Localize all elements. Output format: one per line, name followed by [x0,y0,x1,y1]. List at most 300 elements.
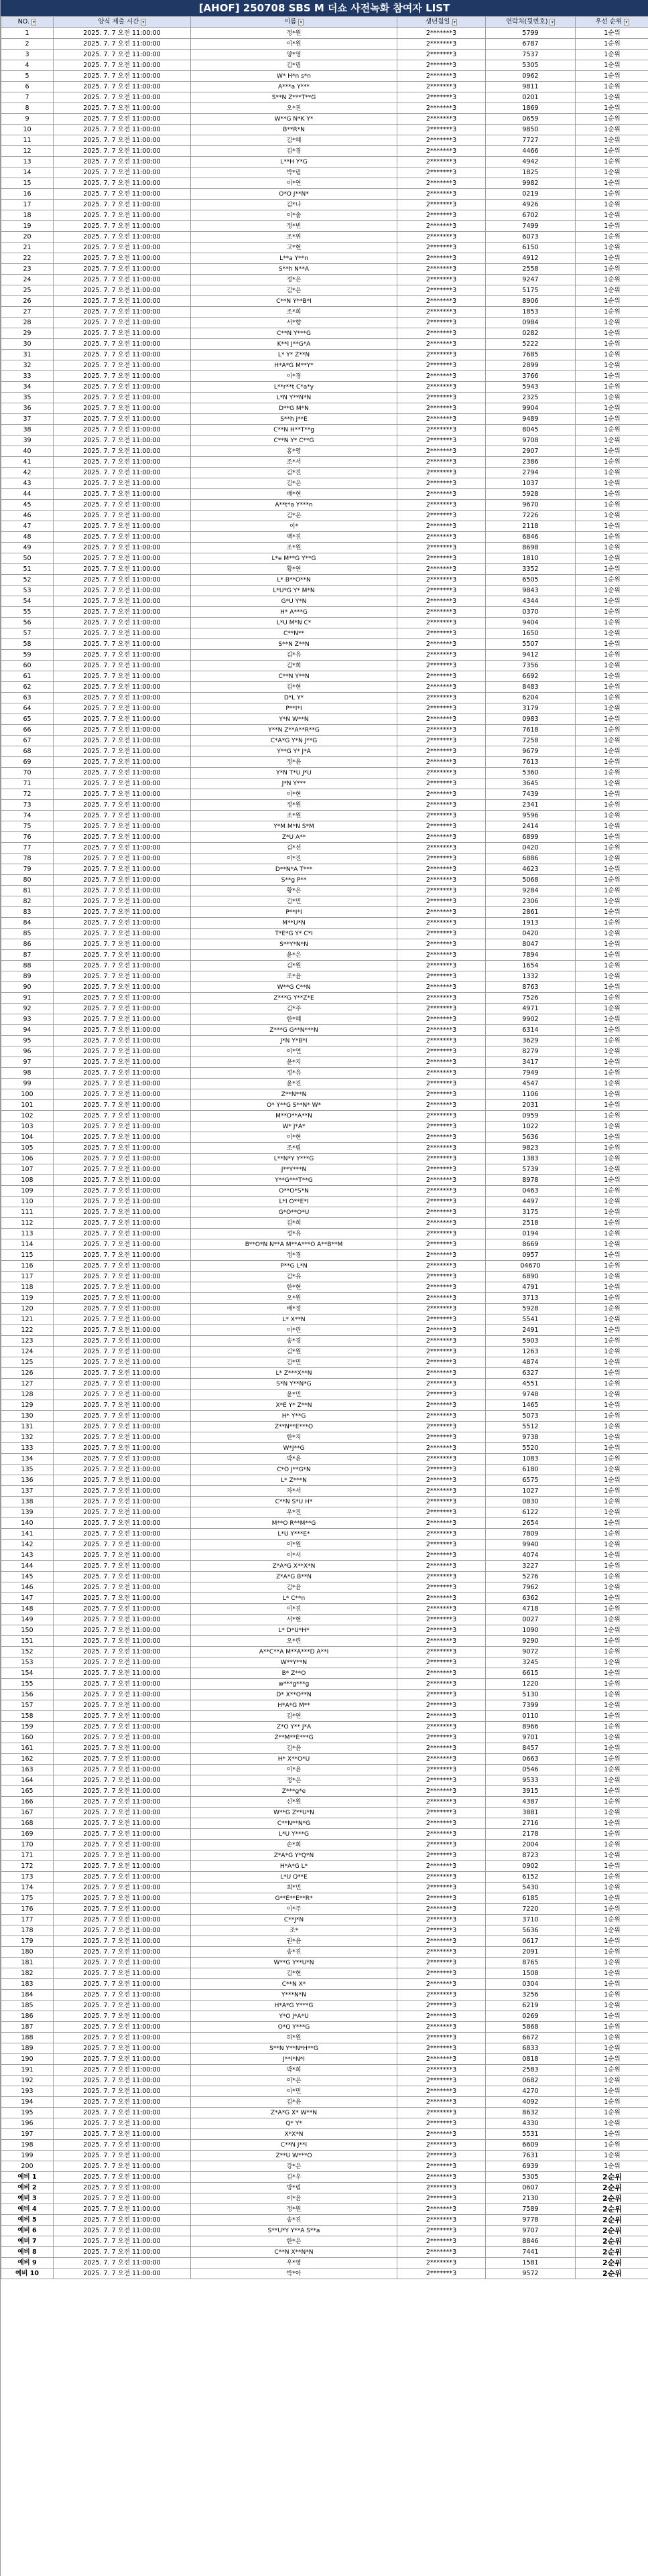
cell-name[interactable]: Y**G Y* J*A [191,746,397,757]
cell-birth[interactable]: 2*******3 [397,1293,486,1304]
cell-name[interactable]: Z**U W***O [191,2151,397,2161]
cell-rank[interactable]: 1순위 [576,1690,648,1700]
cell-rank[interactable]: 1순위 [576,39,648,50]
cell-rank[interactable]: 1순위 [576,1411,648,1422]
cell-phone[interactable]: 6180 [486,1465,576,1475]
cell-birth[interactable]: 2*******3 [397,2043,486,2054]
cell-phone[interactable]: 0902 [486,1861,576,1872]
cell-no[interactable]: 48 [1,532,54,543]
cell-time[interactable]: 2025. 7. 7 오전 11:00:00 [54,2258,191,2268]
cell-no[interactable]: 26 [1,296,54,307]
cell-time[interactable]: 2025. 7. 7 오전 11:00:00 [54,2183,191,2193]
cell-no[interactable]: 94 [1,1025,54,1036]
cell-phone[interactable]: 9404 [486,618,576,628]
cell-time[interactable]: 2025. 7. 7 오전 11:00:00 [54,125,191,135]
cell-birth[interactable]: 2*******3 [397,1968,486,1979]
cell-time[interactable]: 2025. 7. 7 오전 11:00:00 [54,1400,191,1411]
cell-no[interactable]: 107 [1,1164,54,1175]
cell-rank[interactable]: 1순위 [576,918,648,929]
cell-no[interactable]: 132 [1,1432,54,1443]
cell-phone[interactable]: 7631 [486,2151,576,2161]
cell-rank[interactable]: 1순위 [576,1958,648,1968]
cell-rank[interactable]: 1순위 [576,1915,648,1925]
cell-name[interactable]: 신*원 [191,1797,397,1808]
cell-phone[interactable]: 9533 [486,1775,576,1786]
cell-birth[interactable]: 2*******3 [397,1443,486,1454]
cell-rank[interactable]: 1순위 [576,800,648,811]
cell-phone[interactable]: 1332 [486,971,576,982]
cell-name[interactable]: X*E Y* Z**N [191,1400,397,1411]
cell-name[interactable]: 김*우 [191,2172,397,2183]
cell-rank[interactable]: 1순위 [576,703,648,714]
cell-name[interactable]: 이* [191,521,397,532]
cell-time[interactable]: 2025. 7. 7 오전 11:00:00 [54,1540,191,1550]
cell-time[interactable]: 2025. 7. 7 오전 11:00:00 [54,1518,191,1529]
cell-birth[interactable]: 2*******3 [397,318,486,328]
cell-name[interactable]: 조* [191,1925,397,1936]
cell-no[interactable]: 4 [1,60,54,71]
cell-name[interactable]: 황*연 [191,564,397,575]
cell-birth[interactable]: 2*******3 [397,1207,486,1218]
cell-no[interactable]: 104 [1,1132,54,1143]
cell-time[interactable]: 2025. 7. 7 오전 11:00:00 [54,1004,191,1014]
cell-phone[interactable]: 8763 [486,982,576,993]
cell-rank[interactable]: 1순위 [576,1668,648,1679]
cell-birth[interactable]: 2*******3 [397,746,486,757]
cell-time[interactable]: 2025. 7. 7 오전 11:00:00 [54,661,191,671]
cell-phone[interactable]: 7727 [486,135,576,146]
cell-birth[interactable]: 2*******3 [397,993,486,1004]
cell-rank[interactable]: 1순위 [576,1936,648,1947]
cell-no[interactable]: 179 [1,1936,54,1947]
cell-time[interactable]: 2025. 7. 7 오전 11:00:00 [54,457,191,468]
cell-time[interactable]: 2025. 7. 7 오전 11:00:00 [54,1775,191,1786]
cell-phone[interactable]: 1263 [486,1347,576,1357]
cell-no[interactable]: 82 [1,896,54,907]
cell-time[interactable]: 2025. 7. 7 오전 11:00:00 [54,2108,191,2118]
cell-birth[interactable]: 2*******3 [397,553,486,564]
cell-name[interactable]: L*I O**E*I [191,1197,397,1207]
cell-phone[interactable]: 9940 [486,1540,576,1550]
cell-no[interactable]: 126 [1,1368,54,1379]
cell-rank[interactable]: 1순위 [576,1572,648,1582]
cell-name[interactable]: S**h N**A [191,264,397,275]
cell-time[interactable]: 2025. 7. 7 오전 11:00:00 [54,1111,191,1122]
cell-name[interactable]: C**N X* [191,1979,397,1990]
cell-phone[interactable]: 2583 [486,2065,576,2076]
cell-time[interactable]: 2025. 7. 7 오전 11:00:00 [54,189,191,200]
cell-phone[interactable]: 9778 [486,2215,576,2226]
cell-birth[interactable]: 2*******3 [397,1164,486,1175]
cell-no[interactable]: 10 [1,125,54,135]
cell-time[interactable]: 2025. 7. 7 오전 11:00:00 [54,1808,191,1818]
cell-time[interactable]: 2025. 7. 7 오전 11:00:00 [54,1497,191,1507]
cell-no[interactable]: 43 [1,478,54,489]
cell-birth[interactable]: 2*******3 [397,1229,486,1239]
cell-name[interactable]: 윤*민 [191,1389,397,1400]
cell-name[interactable]: 정*유 [191,1068,397,1079]
cell-phone[interactable]: 3915 [486,1786,576,1797]
cell-rank[interactable]: 1순위 [576,1657,648,1668]
cell-phone[interactable]: 0420 [486,929,576,939]
cell-time[interactable]: 2025. 7. 7 오전 11:00:00 [54,1025,191,1036]
cell-no[interactable]: 33 [1,371,54,382]
cell-no[interactable]: 87 [1,950,54,961]
cell-name[interactable]: 이*윤 [191,2193,397,2204]
cell-birth[interactable]: 2*******3 [397,800,486,811]
cell-birth[interactable]: 2*******3 [397,2054,486,2065]
cell-rank[interactable]: 1순위 [576,1636,648,1647]
cell-name[interactable]: Z*A*G B**N [191,1572,397,1582]
cell-rank[interactable]: 1순위 [576,929,648,939]
cell-phone[interactable]: 8723 [486,1850,576,1861]
cell-no[interactable]: 31 [1,350,54,360]
cell-rank[interactable]: 1순위 [576,1968,648,1979]
cell-time[interactable]: 2025. 7. 7 오전 11:00:00 [54,1668,191,1679]
cell-birth[interactable]: 2*******3 [397,725,486,736]
cell-phone[interactable]: 9572 [486,2268,576,2279]
cell-birth[interactable]: 2*******3 [397,961,486,971]
cell-phone[interactable]: 3256 [486,1990,576,2001]
cell-name[interactable]: Z*A*G X**X*N [191,1561,397,1572]
cell-no[interactable]: 60 [1,661,54,671]
cell-rank[interactable]: 1순위 [576,1122,648,1132]
cell-phone[interactable]: 5222 [486,339,576,350]
cell-no[interactable]: 52 [1,575,54,586]
cell-name[interactable]: 김*경 [191,146,397,157]
cell-time[interactable]: 2025. 7. 7 오전 11:00:00 [54,146,191,157]
cell-rank[interactable]: 1순위 [576,1711,648,1722]
cell-time[interactable]: 2025. 7. 7 오전 11:00:00 [54,1272,191,1282]
cell-rank[interactable]: 1순위 [576,714,648,725]
cell-phone[interactable]: 2899 [486,360,576,371]
cell-birth[interactable]: 2*******3 [397,982,486,993]
cell-no[interactable]: 145 [1,1572,54,1582]
cell-phone[interactable]: 4942 [486,157,576,167]
cell-phone[interactable]: 5531 [486,2129,576,2140]
cell-birth[interactable]: 2*******3 [397,221,486,232]
cell-rank[interactable]: 1순위 [576,382,648,393]
cell-birth[interactable]: 2*******3 [397,661,486,671]
cell-name[interactable]: L**r**t C*a*y [191,382,397,393]
cell-name[interactable]: 정*윤 [191,757,397,768]
cell-name[interactable]: 방*림 [191,2183,397,2193]
cell-no[interactable]: 69 [1,757,54,768]
cell-no[interactable]: 177 [1,1915,54,1925]
cell-birth[interactable]: 2*******3 [397,1432,486,1443]
cell-birth[interactable]: 2*******3 [397,1915,486,1925]
cell-name[interactable]: 김*혜 [191,135,397,146]
cell-no[interactable]: 188 [1,2033,54,2043]
cell-phone[interactable]: 1465 [486,1400,576,1411]
cell-no[interactable]: 75 [1,821,54,832]
cell-phone[interactable]: 6702 [486,210,576,221]
cell-rank[interactable]: 1순위 [576,82,648,92]
cell-no[interactable]: 44 [1,489,54,500]
cell-rank[interactable]: 1순위 [576,243,648,253]
cell-time[interactable]: 2025. 7. 7 오전 11:00:00 [54,1207,191,1218]
cell-phone[interactable]: 7589 [486,2204,576,2215]
cell-rank[interactable]: 1순위 [576,2001,648,2011]
cell-no[interactable]: 123 [1,1336,54,1347]
cell-name[interactable]: 조*서 [191,457,397,468]
cell-name[interactable]: 홍*영 [191,446,397,457]
cell-time[interactable]: 2025. 7. 7 오전 11:00:00 [54,1443,191,1454]
cell-phone[interactable]: 3417 [486,1057,576,1068]
cell-time[interactable]: 2025. 7. 7 오전 11:00:00 [54,800,191,811]
cell-birth[interactable]: 2*******3 [397,2076,486,2086]
cell-rank[interactable]: 1순위 [576,478,648,489]
cell-time[interactable]: 2025. 7. 7 오전 11:00:00 [54,575,191,586]
cell-name[interactable]: 김*민 [191,1357,397,1368]
cell-birth[interactable]: 2*******3 [397,500,486,511]
cell-phone[interactable]: 1853 [486,307,576,318]
cell-birth[interactable]: 2*******3 [397,1925,486,1936]
cell-phone[interactable]: 0959 [486,1111,576,1122]
cell-name[interactable]: 조*희 [191,307,397,318]
cell-time[interactable]: 2025. 7. 7 오전 11:00:00 [54,1861,191,1872]
cell-phone[interactable]: 4926 [486,200,576,210]
cell-rank[interactable]: 1순위 [576,1014,648,1025]
cell-phone[interactable]: 8906 [486,296,576,307]
cell-rank[interactable]: 1순위 [576,1700,648,1711]
cell-birth[interactable]: 2*******3 [397,1347,486,1357]
cell-no[interactable]: 29 [1,328,54,339]
cell-time[interactable]: 2025. 7. 7 오전 11:00:00 [54,1465,191,1475]
cell-name[interactable]: 서*향 [191,318,397,328]
cell-birth[interactable]: 2*******3 [397,971,486,982]
cell-no[interactable]: 예비 9 [1,2258,54,2268]
cell-rank[interactable]: 1순위 [576,307,648,318]
cell-phone[interactable]: 2414 [486,821,576,832]
cell-no[interactable]: 156 [1,1690,54,1700]
cell-no[interactable]: 27 [1,307,54,318]
cell-no[interactable]: 56 [1,618,54,628]
cell-time[interactable]: 2025. 7. 7 오전 11:00:00 [54,296,191,307]
cell-rank[interactable]: 1순위 [576,843,648,854]
cell-name[interactable]: Y*M M*N S*M [191,821,397,832]
cell-time[interactable]: 2025. 7. 7 오전 11:00:00 [54,478,191,489]
cell-no[interactable]: 예비 2 [1,2183,54,2193]
cell-no[interactable]: 예비 5 [1,2215,54,2226]
cell-no[interactable]: 176 [1,1904,54,1915]
cell-no[interactable]: 134 [1,1454,54,1465]
cell-no[interactable]: 147 [1,1593,54,1604]
cell-time[interactable]: 2025. 7. 7 오전 11:00:00 [54,553,191,564]
cell-rank[interactable]: 1순위 [576,1754,648,1765]
cell-birth[interactable]: 2*******3 [397,1057,486,1068]
cell-birth[interactable]: 2*******3 [397,1218,486,1229]
cell-birth[interactable]: 2*******3 [397,532,486,543]
cell-phone[interactable]: 4874 [486,1357,576,1368]
cell-birth[interactable]: 2*******3 [397,435,486,446]
cell-no[interactable]: 136 [1,1475,54,1486]
cell-birth[interactable]: 2*******3 [397,1700,486,1711]
cell-rank[interactable]: 1순위 [576,71,648,82]
cell-rank[interactable]: 1순위 [576,1379,648,1389]
cell-time[interactable]: 2025. 7. 7 오전 11:00:00 [54,2172,191,2183]
cell-no[interactable]: 15 [1,178,54,189]
cell-name[interactable]: 김*현 [191,682,397,693]
cell-rank[interactable]: 1순위 [576,1883,648,1893]
cell-rank[interactable]: 1순위 [576,296,648,307]
cell-time[interactable]: 2025. 7. 7 오전 11:00:00 [54,1486,191,1497]
cell-name[interactable]: W**Y**N [191,1657,397,1668]
cell-name[interactable]: 이*현 [191,1132,397,1143]
cell-birth[interactable]: 2*******3 [397,1025,486,1036]
col-header-phone[interactable]: 연락처(뒷번호) ▾ [486,17,576,28]
cell-no[interactable]: 99 [1,1079,54,1089]
cell-birth[interactable]: 2*******3 [397,1529,486,1540]
cell-name[interactable]: 정*유 [191,1229,397,1239]
cell-birth[interactable]: 2*******3 [397,2215,486,2226]
cell-time[interactable]: 2025. 7. 7 오전 11:00:00 [54,768,191,778]
cell-time[interactable]: 2025. 7. 7 오전 11:00:00 [54,725,191,736]
cell-birth[interactable]: 2*******3 [397,1122,486,1132]
cell-time[interactable]: 2025. 7. 7 오전 11:00:00 [54,1336,191,1347]
cell-name[interactable]: B**O*N N**A M**A***O A**B**M [191,1239,397,1250]
cell-no[interactable]: 150 [1,1625,54,1636]
cell-name[interactable]: S*N Y**N*G [191,1379,397,1389]
cell-phone[interactable]: 5068 [486,875,576,886]
cell-phone[interactable]: 4330 [486,2118,576,2129]
cell-rank[interactable]: 1순위 [576,253,648,264]
cell-no[interactable]: 130 [1,1411,54,1422]
cell-time[interactable]: 2025. 7. 7 오전 11:00:00 [54,1154,191,1164]
cell-rank[interactable]: 1순위 [576,575,648,586]
cell-birth[interactable]: 2*******3 [397,393,486,403]
cell-name[interactable]: 권*윤 [191,1936,397,1947]
cell-no[interactable]: 70 [1,768,54,778]
cell-name[interactable]: 김*윤 [191,2097,397,2108]
cell-rank[interactable]: 1순위 [576,586,648,596]
cell-time[interactable]: 2025. 7. 7 오전 11:00:00 [54,167,191,178]
cell-phone[interactable]: 3227 [486,1561,576,1572]
cell-time[interactable]: 2025. 7. 7 오전 11:00:00 [54,2268,191,2279]
cell-no[interactable]: 예비 4 [1,2204,54,2215]
cell-birth[interactable]: 2*******3 [397,307,486,318]
cell-rank[interactable]: 1순위 [576,532,648,543]
cell-name[interactable]: B* Z**O [191,1668,397,1679]
cell-no[interactable]: 71 [1,778,54,789]
cell-birth[interactable]: 2*******3 [397,1668,486,1679]
cell-time[interactable]: 2025. 7. 7 오전 11:00:00 [54,682,191,693]
cell-name[interactable]: Y**N Z**A**R**G [191,725,397,736]
cell-no[interactable]: 158 [1,1711,54,1722]
cell-phone[interactable]: 2861 [486,907,576,918]
cell-birth[interactable]: 2*******3 [397,1111,486,1122]
cell-phone[interactable]: 7618 [486,725,576,736]
cell-name[interactable]: w***g***g [191,1679,397,1690]
cell-phone[interactable]: 9843 [486,586,576,596]
cell-rank[interactable]: 1순위 [576,607,648,618]
cell-phone[interactable]: 1090 [486,1625,576,1636]
cell-birth[interactable]: 2*******3 [397,1679,486,1690]
cell-no[interactable]: 124 [1,1347,54,1357]
cell-name[interactable]: C**N S*U H* [191,1497,397,1507]
cell-phone[interactable]: 6615 [486,1668,576,1679]
cell-no[interactable]: 141 [1,1529,54,1540]
cell-time[interactable]: 2025. 7. 7 오전 11:00:00 [54,1647,191,1657]
cell-time[interactable]: 2025. 7. 7 오전 11:00:00 [54,1411,191,1422]
cell-rank[interactable]: 1순위 [576,210,648,221]
cell-time[interactable]: 2025. 7. 7 오전 11:00:00 [54,1625,191,1636]
cell-no[interactable]: 80 [1,875,54,886]
cell-no[interactable]: 예비 8 [1,2247,54,2258]
cell-no[interactable]: 19 [1,221,54,232]
cell-birth[interactable]: 2*******3 [397,1883,486,1893]
cell-name[interactable]: C**N X**N*N [191,2247,397,2258]
cell-name[interactable]: Z***g*e [191,1786,397,1797]
cell-phone[interactable]: 0269 [486,2011,576,2022]
cell-phone[interactable]: 4387 [486,1797,576,1808]
cell-time[interactable]: 2025. 7. 7 오전 11:00:00 [54,543,191,553]
cell-name[interactable]: L**N*Y Y***G [191,1154,397,1164]
cell-time[interactable]: 2025. 7. 7 오전 11:00:00 [54,693,191,703]
cell-no[interactable]: 34 [1,382,54,393]
cell-time[interactable]: 2025. 7. 7 오전 11:00:00 [54,961,191,971]
cell-rank[interactable]: 1순위 [576,146,648,157]
cell-rank[interactable]: 1순위 [576,1850,648,1861]
cell-phone[interactable]: 8632 [486,2108,576,2118]
cell-rank[interactable]: 1순위 [576,1582,648,1593]
cell-rank[interactable]: 2순위 [576,2172,648,2183]
cell-no[interactable]: 143 [1,1550,54,1561]
cell-rank[interactable]: 1순위 [576,650,648,661]
cell-name[interactable]: 김*선 [191,843,397,854]
cell-time[interactable]: 2025. 7. 7 오전 11:00:00 [54,1250,191,1261]
cell-name[interactable]: 윤*은 [191,950,397,961]
cell-name[interactable]: 정*원 [191,2204,397,2215]
cell-rank[interactable]: 2순위 [576,2258,648,2268]
cell-phone[interactable]: 6327 [486,1368,576,1379]
cell-time[interactable]: 2025. 7. 7 오전 11:00:00 [54,1186,191,1197]
cell-birth[interactable]: 2*******3 [397,1615,486,1625]
cell-rank[interactable]: 1순위 [576,2076,648,2086]
cell-name[interactable]: P**I*I [191,907,397,918]
cell-phone[interactable]: 6846 [486,532,576,543]
cell-name[interactable]: 이*경 [191,371,397,382]
cell-name[interactable]: 정*원 [191,28,397,39]
cell-phone[interactable]: 7258 [486,736,576,746]
cell-rank[interactable]: 1순위 [576,178,648,189]
cell-rank[interactable]: 1순위 [576,2151,648,2161]
cell-phone[interactable]: 2004 [486,1840,576,1850]
cell-no[interactable]: 111 [1,1207,54,1218]
cell-name[interactable]: 정*빈 [191,221,397,232]
cell-time[interactable]: 2025. 7. 7 오전 11:00:00 [54,318,191,328]
cell-no[interactable]: 129 [1,1400,54,1411]
cell-phone[interactable]: 3175 [486,1207,576,1218]
cell-birth[interactable]: 2*******3 [397,1475,486,1486]
cell-time[interactable]: 2025. 7. 7 오전 11:00:00 [54,1422,191,1432]
cell-birth[interactable]: 2*******3 [397,2247,486,2258]
cell-name[interactable]: L* B**O**N [191,575,397,586]
cell-phone[interactable]: 5868 [486,2022,576,2033]
cell-rank[interactable]: 1순위 [576,1829,648,1840]
cell-rank[interactable]: 1순위 [576,1347,648,1357]
cell-rank[interactable]: 1순위 [576,1357,648,1368]
cell-time[interactable]: 2025. 7. 7 오전 11:00:00 [54,350,191,360]
cell-birth[interactable]: 2*******3 [397,1454,486,1465]
cell-no[interactable]: 9 [1,114,54,125]
cell-phone[interactable]: 1508 [486,1968,576,1979]
cell-birth[interactable]: 2*******3 [397,189,486,200]
cell-birth[interactable]: 2*******3 [397,446,486,457]
cell-rank[interactable]: 1순위 [576,553,648,564]
cell-birth[interactable]: 2*******3 [397,1958,486,1968]
cell-name[interactable]: L* Z***N [191,1475,397,1486]
